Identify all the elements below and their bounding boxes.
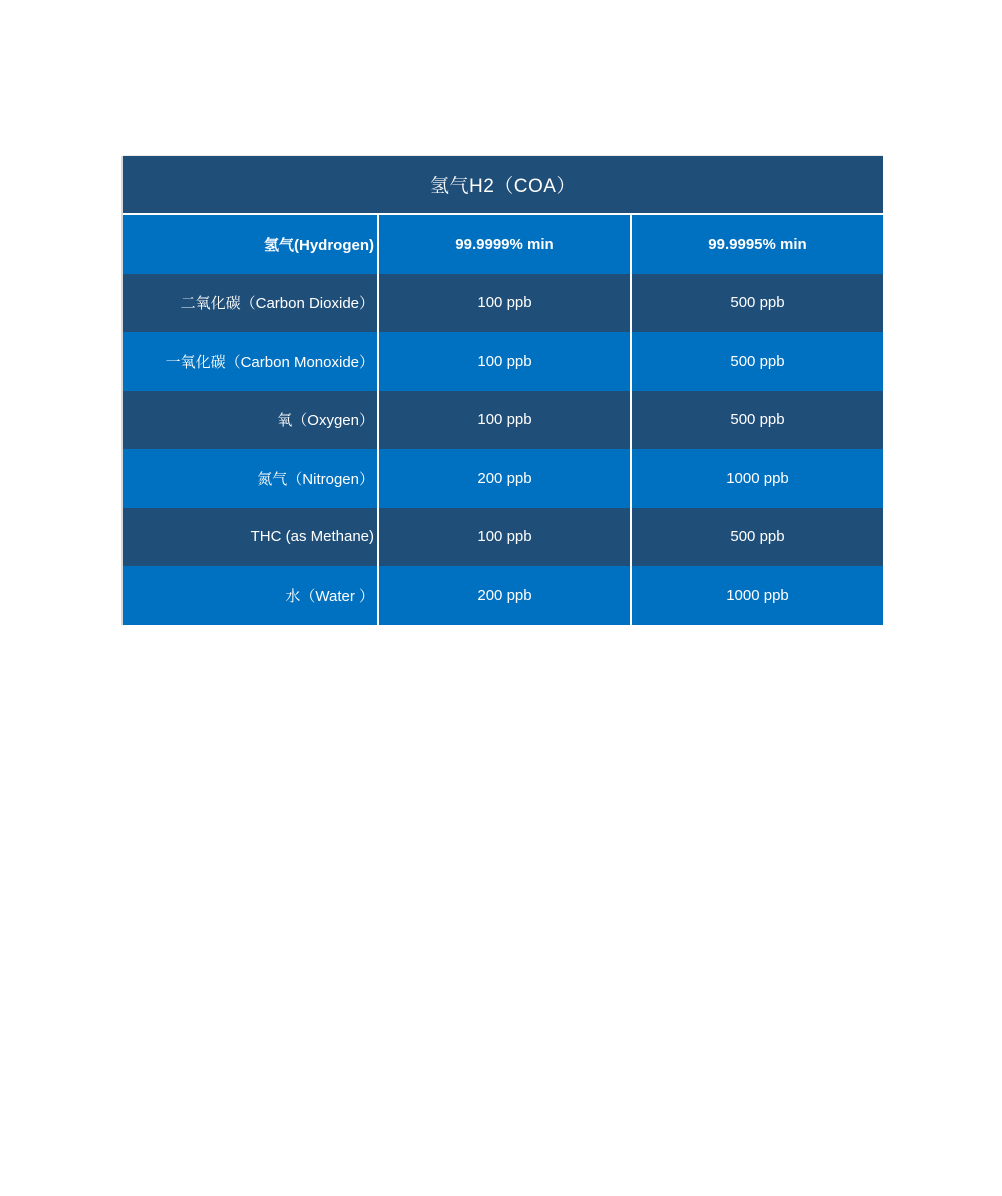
table-title: 氢气H2（COA） (430, 176, 576, 197)
substance-cell: THC (as Methane) (250, 528, 374, 546)
grade2-cell: 1000 ppb (630, 566, 883, 625)
grade1-cell: 99.9999% min (377, 215, 630, 274)
table-row (123, 274, 883, 333)
substance-cell: 一氧化碳（Carbon Monoxide） (165, 353, 374, 371)
table-row (123, 508, 883, 567)
substance-cell: 水（Water ） (285, 587, 374, 605)
grade1-cell: 100 ppb (377, 508, 630, 567)
grade2-cell: 99.9995% min (630, 215, 883, 274)
grade2-cell: 500 ppb (630, 508, 883, 567)
grade2-cell: 500 ppb (630, 274, 883, 333)
header-row (123, 215, 883, 274)
grade1-cell: 100 ppb (377, 391, 630, 450)
grade2-cell: 1000 ppb (630, 449, 883, 508)
substance-cell: 氢气(Hydrogen) (264, 236, 374, 254)
table-row (123, 332, 883, 391)
grade1-cell: 200 ppb (377, 449, 630, 508)
substance-cell: 二氧化碳（Carbon Dioxide） (180, 295, 374, 313)
substance-cell: 氧（Oxygen） (277, 412, 374, 430)
grade1-cell: 200 ppb (377, 566, 630, 625)
substance-cell: 氮气（Nitrogen） (257, 470, 374, 488)
grade2-cell: 500 ppb (630, 391, 883, 450)
grade2-cell: 500 ppb (630, 332, 883, 391)
table-row (123, 566, 883, 625)
grade1-cell: 100 ppb (377, 274, 630, 333)
table-row (123, 449, 883, 508)
grade1-cell: 100 ppb (377, 332, 630, 391)
table-row (123, 391, 883, 450)
table-title-bar (123, 156, 883, 215)
hydrogen-coa-table (123, 156, 883, 625)
